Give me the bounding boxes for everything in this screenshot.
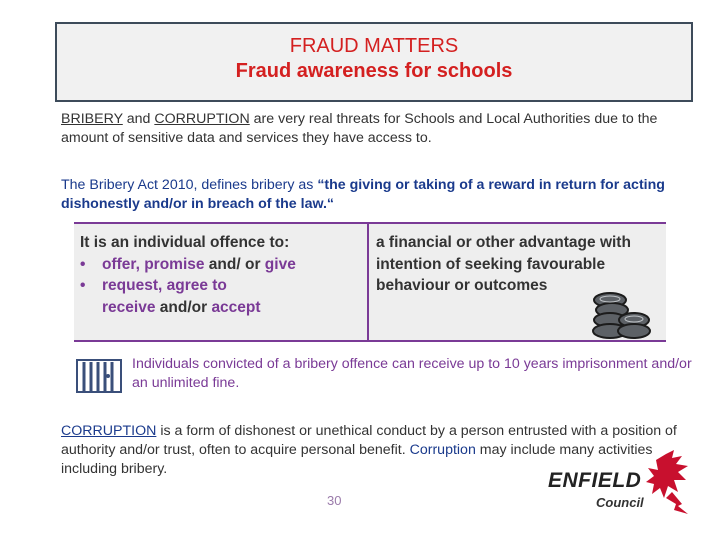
logo-name: ENFIELD: [548, 469, 642, 492]
offence-item-1-b: and/ or: [204, 255, 265, 273]
offence-item-3-c: accept: [211, 298, 261, 316]
offence-item-2: [80, 275, 360, 297]
offence-item-1-c: give: [264, 255, 296, 273]
corruption-term: CORRUPTION: [154, 111, 250, 127]
offence-item-3-b: and/or: [155, 298, 212, 316]
definition-paragraph: [61, 176, 701, 214]
coins-icon: [590, 290, 652, 342]
offence-item-1-a: offer, promise: [102, 255, 205, 273]
jail-icon: [76, 358, 122, 394]
offence-heading: It is an individual offence to:: [80, 234, 290, 251]
panel-divider: [367, 224, 369, 340]
offence-item-3-a: receive: [102, 298, 156, 316]
offence-item-1: [80, 254, 360, 276]
conviction-text: Individuals convicted of a bribery offence can receive up to 10 years imprisonment and/or an unlimited fine.: [132, 356, 692, 391]
corruption-text-2: may include many activities including bribery.: [61, 442, 653, 477]
definition-middle: , defines bribery as: [193, 177, 318, 193]
offence-item-2-a: request, agree to: [102, 277, 227, 294]
corruption-term-2: CORRUPTION: [61, 423, 157, 439]
advantage-text: a financial or other advantage with intention of seeking favourable behaviour or outcomes: [376, 234, 631, 294]
corruption-text-1: is a form of dishonest or unethical conduct by a person entrusted with a position of authority and/or trust, often to acquire personal benefit.: [61, 423, 677, 458]
intro-rest: are very real threats for Schools and Local Authorities due to the amount of sensitive data and services they have access to.: [61, 111, 658, 146]
bullet-2: •: [80, 277, 86, 294]
intro-paragraph: [61, 110, 701, 148]
enfield-council-logo: [548, 448, 698, 520]
intro-and: and: [122, 111, 155, 127]
title-line-1: FRAUD MATTERS: [289, 35, 459, 57]
logo-sub: Council: [596, 495, 644, 510]
bullet-1: •: [80, 255, 86, 273]
title-box: [55, 22, 693, 102]
bribery-act-label: The Bribery Act 2010: [61, 177, 194, 193]
bribery-definition-quote: “the giving or taking of a reward in return for acting dishonestly and/or in breach of the law.“: [61, 177, 665, 212]
offence-item-2-cont: [80, 297, 360, 319]
corruption-term-3: Corruption: [409, 442, 476, 458]
page-number: 30: [327, 493, 342, 508]
offence-panel: [74, 222, 666, 342]
bribery-term: BRIBERY: [61, 111, 123, 127]
title-line-2: Fraud awareness for schools: [235, 60, 513, 82]
offence-list: [80, 232, 360, 318]
